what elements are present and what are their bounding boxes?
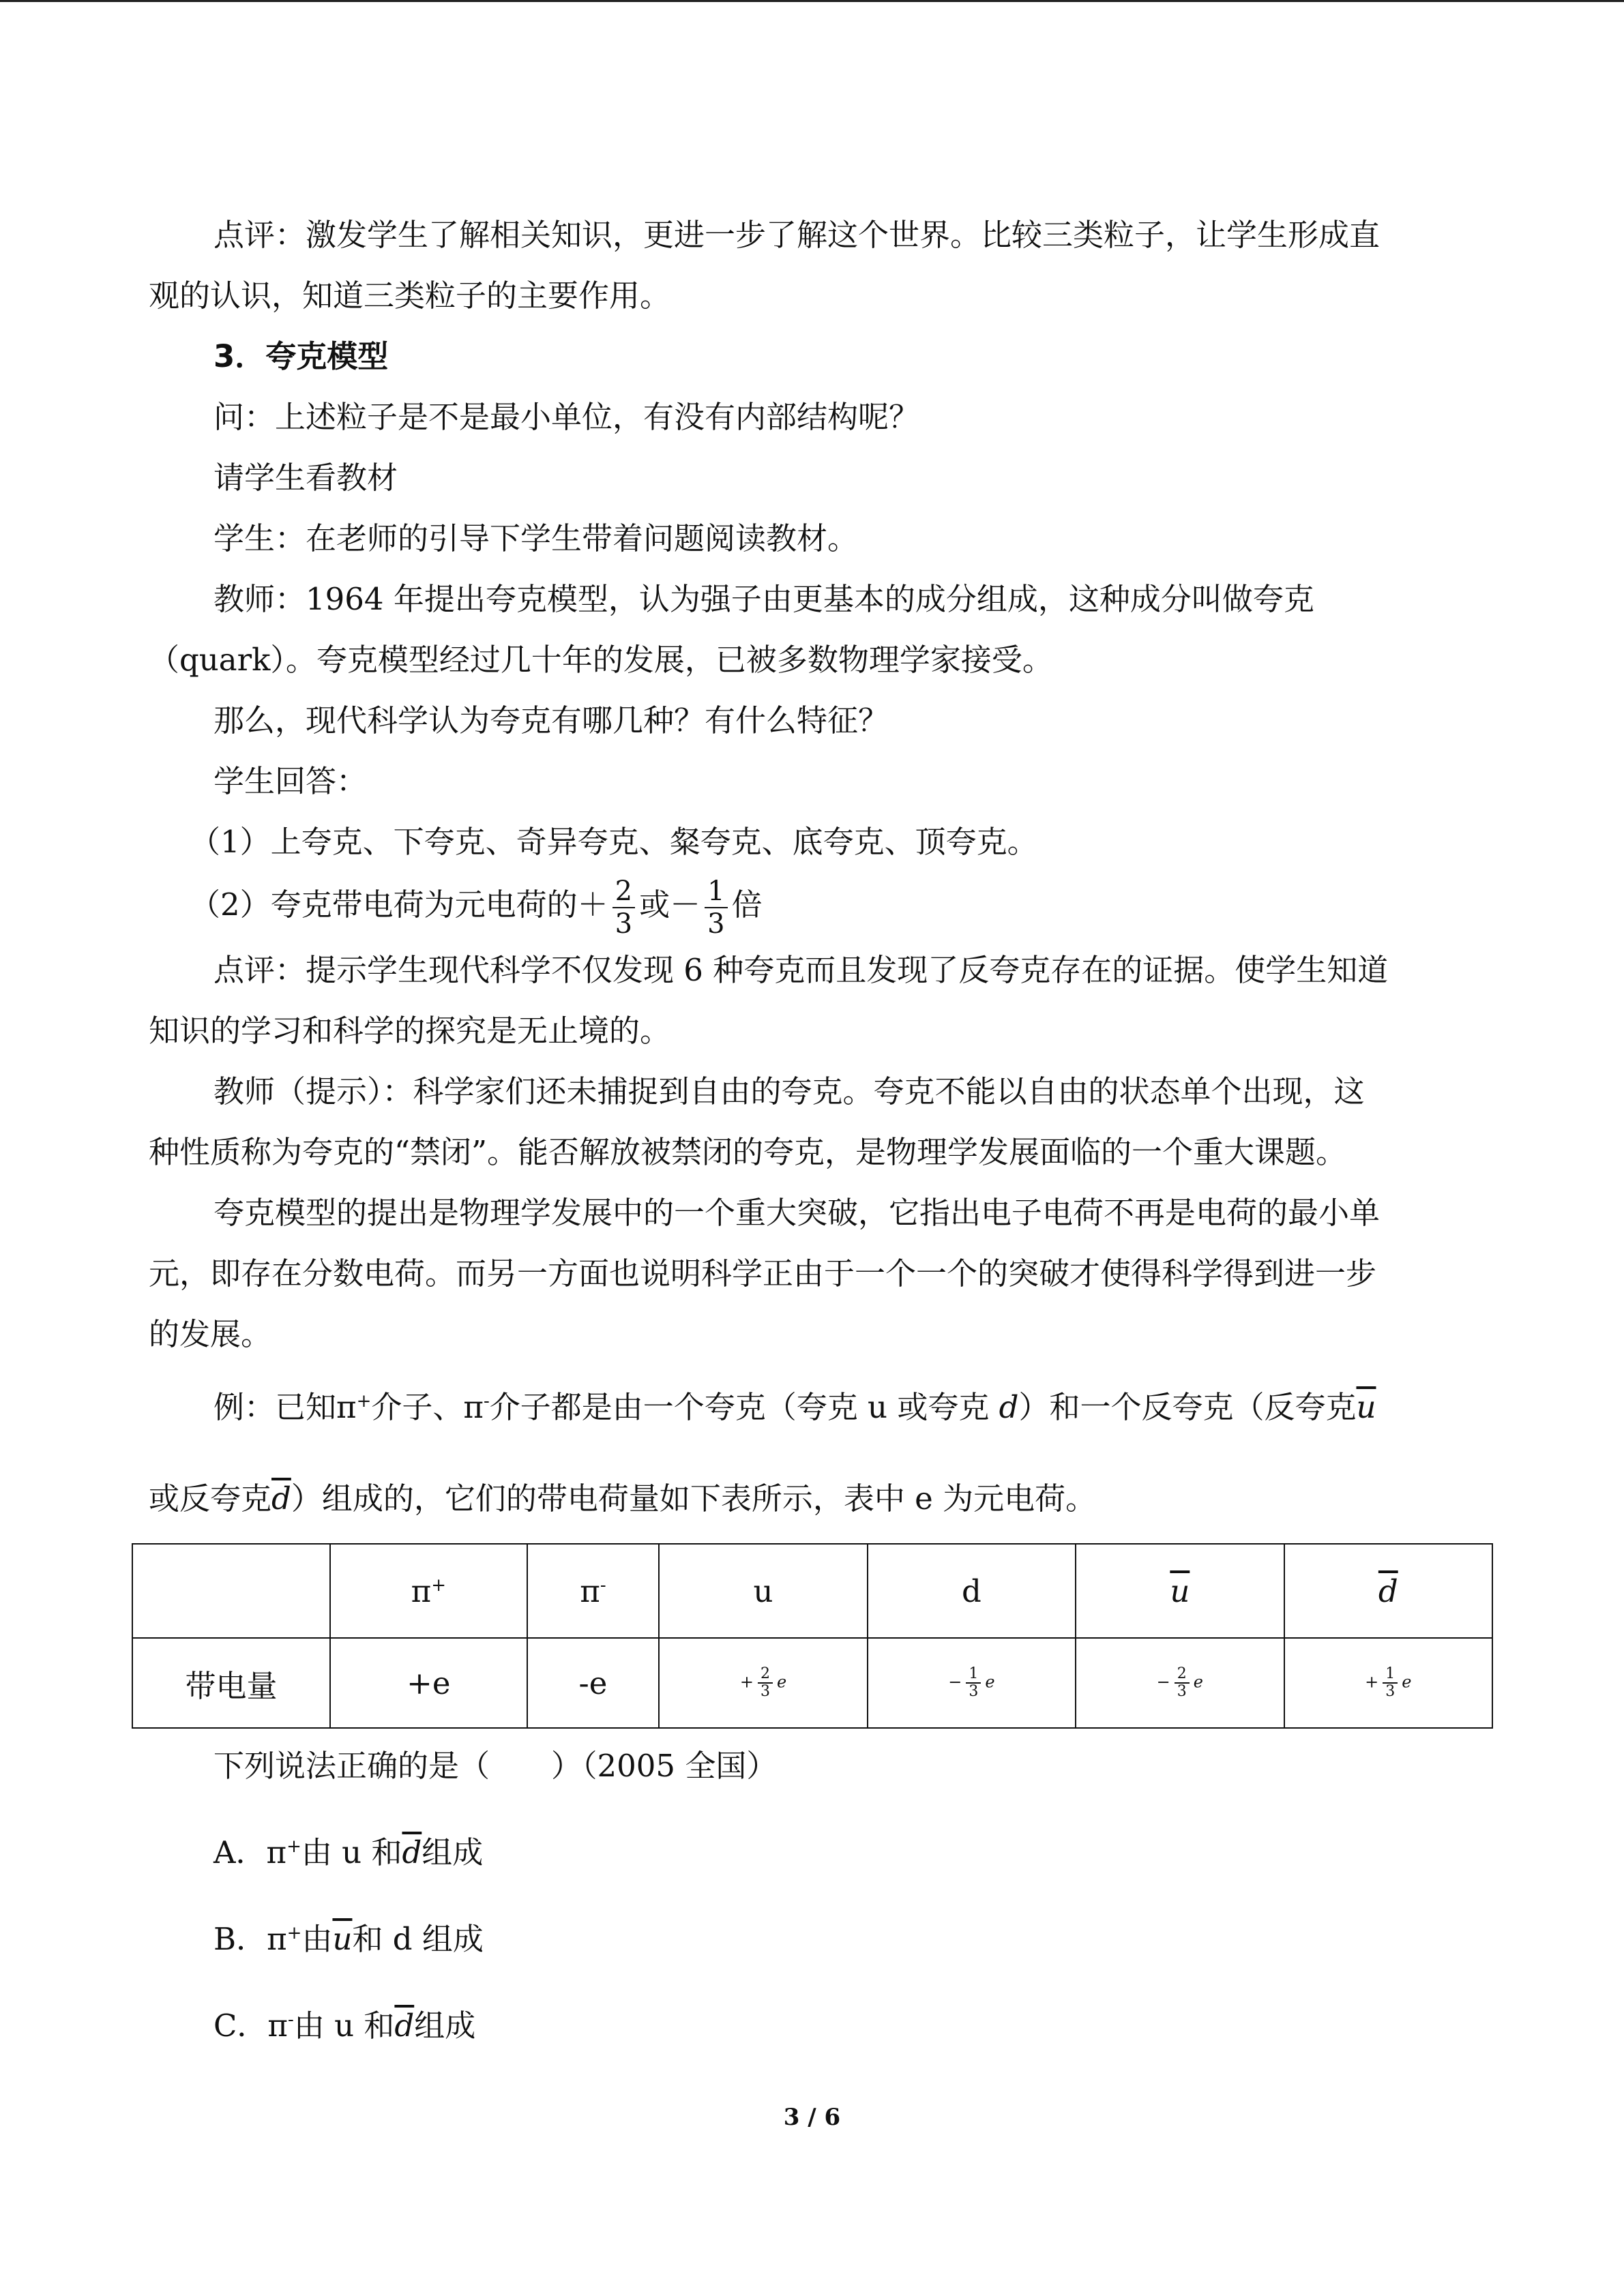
example-text-e: ）和一个反夸克（反夸克 bbox=[1018, 1388, 1357, 1425]
paragraph-breakthrough: 夸克模型的提出是物理学发展中的一个重大突破，它指出电子电荷不再是电荷的最小单 bbox=[213, 1194, 1381, 1231]
answer-2 bbox=[149, 872, 1464, 940]
example-text-b: 介子、π bbox=[371, 1388, 484, 1425]
question-stem: 下列说法正确的是（ ）（2005 全国） bbox=[213, 1748, 778, 1784]
answer-2-times: 倍 bbox=[731, 886, 763, 923]
table-cell-fraction: − $\frac{2}{3}$ e bbox=[1076, 1638, 1284, 1728]
table-header-row bbox=[132, 1544, 1492, 1638]
paragraph-comment-2: 点评：提示学生现代科学不仅发现 6 种夸克而且发现了反夸克存在的证据。使学生知道 bbox=[213, 951, 1389, 988]
table-header-cell: π+ bbox=[330, 1544, 527, 1638]
example-line bbox=[149, 1377, 1464, 1437]
question-quark-types: 那么，现代科学认为夸克有哪几种？有什么特征？ bbox=[213, 702, 889, 739]
antiquark-u-symbol: $\overline{u}$ bbox=[1356, 1388, 1376, 1425]
teacher-line-cont: （quark）。夸克模型经过几十年的发展，已被多数物理学家接受。 bbox=[149, 642, 1053, 678]
option-c: C．π-由 u 和$\overline{d}$组成 bbox=[213, 2008, 476, 2044]
answer-1: （1）上夸克、下夸克、奇异夸克、粲夸克、底夸克、顶夸克。 bbox=[190, 824, 1038, 860]
question-line: 问：上述粒子是不是最小单位，有没有内部结构呢？ bbox=[213, 399, 920, 435]
paragraph-comment-1-cont: 观的认识，知道三类粒子的主要作用。 bbox=[149, 278, 671, 314]
option-b: B．π+由$\overline{u}$和 d 组成 bbox=[213, 1921, 484, 1957]
table-header-cell: d bbox=[868, 1544, 1076, 1638]
antiquark-d-symbol: $\overline{d}$ bbox=[271, 1480, 291, 1517]
paragraph-comment-1: 点评：激发学生了解相关知识，更进一步了解这个世界。比较三类粒子，让学生形成直 bbox=[213, 217, 1381, 253]
table-row-label: 带电量 bbox=[132, 1638, 330, 1728]
option-a: A．π+由 u 和$\overline{d}$组成 bbox=[213, 1834, 484, 1870]
charge-table bbox=[132, 1543, 1493, 1729]
question-block bbox=[149, 1735, 1464, 2056]
table-cell: -e bbox=[527, 1638, 660, 1728]
top-border bbox=[0, 0, 1624, 2]
sup-minus: - bbox=[483, 1390, 490, 1412]
table-cell: +e bbox=[330, 1638, 527, 1728]
table-header-cell: $\overline{d}$ bbox=[1284, 1544, 1492, 1638]
fraction-one-third: $\frac{1}{3}$ bbox=[705, 876, 727, 940]
quark-d-symbol: d bbox=[999, 1388, 1019, 1425]
paragraph-breakthrough-cont-1: 元，即存在分数电荷。而另一方面也说明科学正由于一个一个的突破才使得科学得到进一步 bbox=[149, 1255, 1377, 1292]
table-header-cell: π- bbox=[527, 1544, 660, 1638]
document-body bbox=[149, 205, 1464, 1529]
table-cell-fraction: − $\frac{1}{3}$ e bbox=[868, 1638, 1076, 1728]
page-number: 3 / 6 bbox=[783, 2104, 841, 2131]
example-cont-text-b: ）组成的，它们的带电荷量如下表所示，表中 e 为元电荷。 bbox=[291, 1480, 1097, 1517]
paragraph-comment-2-cont: 知识的学习和科学的探究是无止境的。 bbox=[149, 1012, 671, 1049]
table-cell-fraction: + $\frac{2}{3}$ e bbox=[659, 1638, 867, 1728]
section-heading-quark-model: 3．夸克模型 bbox=[213, 338, 389, 374]
example-text-a: 例：已知π bbox=[213, 1388, 357, 1425]
answer-2-text: （2）夸克带电荷为元电荷的＋ bbox=[190, 886, 608, 923]
teacher-line: 教师：1964 年提出夸克模型，认为强子由更基本的成分组成，这种成分叫做夸克 bbox=[213, 581, 1314, 617]
table-header-cell: u bbox=[659, 1544, 867, 1638]
table-header-cell bbox=[132, 1544, 330, 1638]
teacher-hint-cont: 种性质称为夸克的“禁闭”。能否解放被禁闭的夸克，是物理学发展面临的一个重大课题。 bbox=[149, 1133, 1347, 1170]
instruction-line: 请学生看教材 bbox=[213, 460, 398, 496]
sup-plus: + bbox=[356, 1390, 372, 1412]
fraction-two-thirds: $\frac{2}{3}$ bbox=[612, 876, 635, 940]
table-header-cell: $\overline{u}$ bbox=[1076, 1544, 1284, 1638]
example-line-cont bbox=[149, 1468, 1464, 1529]
table-row bbox=[132, 1638, 1492, 1728]
teacher-hint: 教师（提示）：科学家们还未捕捉到自由的夸克。夸克不能以自由的状态单个出现，这 bbox=[213, 1073, 1365, 1109]
example-text-c: 介子都是由一个夸克（夸克 u 或夸克 bbox=[489, 1388, 999, 1425]
student-line: 学生：在老师的引导下学生带着问题阅读教材。 bbox=[213, 520, 859, 556]
student-answer-label: 学生回答： bbox=[213, 763, 368, 799]
paragraph-breakthrough-cont-2: 的发展。 bbox=[149, 1315, 272, 1352]
example-cont-text-a: 或反夸克 bbox=[149, 1480, 272, 1517]
table-cell-fraction: + $\frac{1}{3}$ e bbox=[1284, 1638, 1492, 1728]
answer-2-or: 或－ bbox=[639, 886, 701, 923]
